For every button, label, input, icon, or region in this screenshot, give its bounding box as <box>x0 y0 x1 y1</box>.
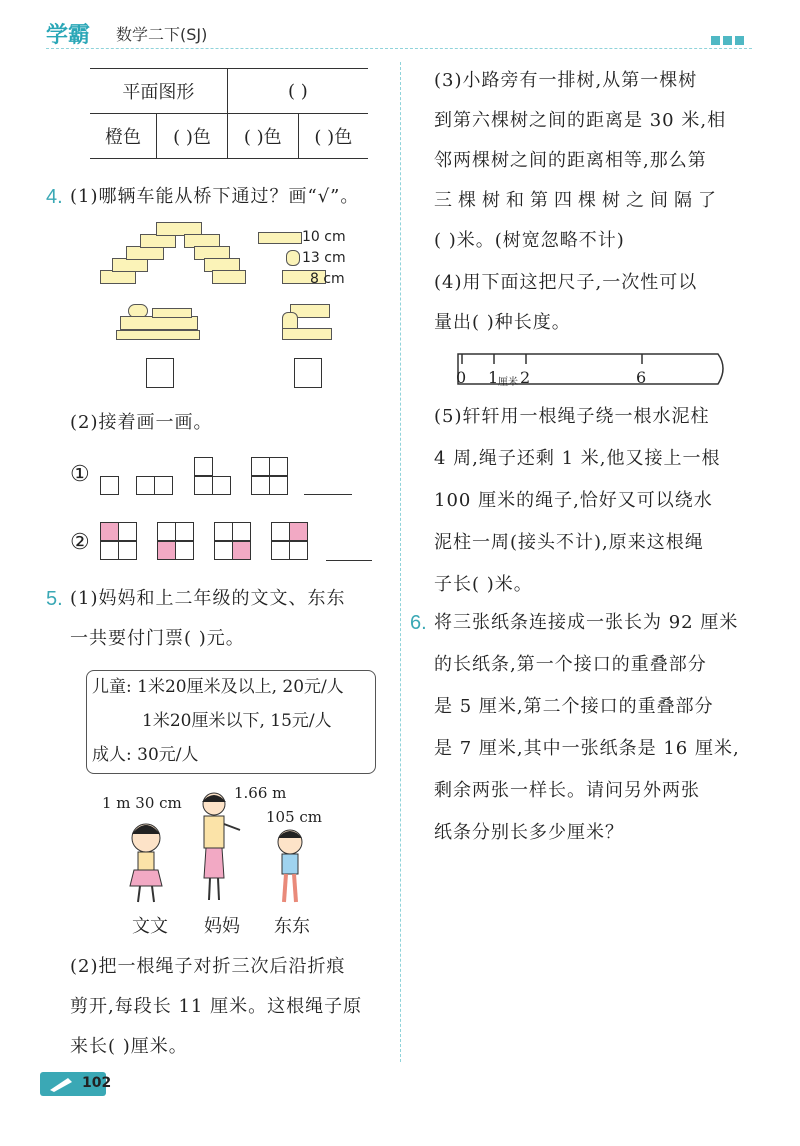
header-rule <box>46 48 752 49</box>
height-mama: 1.66 m <box>234 784 287 802</box>
header-decoration <box>708 30 744 49</box>
girl-figure <box>130 824 162 902</box>
q5r-line3: 100 厘米的绳子,恰好又可以绕水 <box>434 490 713 511</box>
question-number-5: 5. <box>46 588 63 610</box>
pattern-answer-2[interactable] <box>326 560 372 561</box>
answer-box-car-a[interactable] <box>146 358 174 388</box>
q5-part2-line1: (2)把一根绳子对折三次后沿折痕 <box>70 956 346 977</box>
answer-box-car-b[interactable] <box>294 358 322 388</box>
table-cell: 橙色 <box>90 114 157 159</box>
question-number-6: 6. <box>410 612 427 634</box>
q5r-line1: (5)轩轩用一根绳子绕一根水泥柱 <box>434 406 710 427</box>
pencil-icon <box>48 1076 74 1092</box>
ruler-label-0: 0 <box>456 368 467 387</box>
q6-line3: 是 5 厘米,第二个接口的重叠部分 <box>434 696 714 717</box>
name-wenwen: 文文 <box>132 916 168 937</box>
book-title: 数学二下(SJ) <box>116 25 208 44</box>
ruler-label-2: 2 <box>520 368 531 387</box>
height-label-2: 13 cm <box>302 250 346 266</box>
mother-figure <box>202 793 240 900</box>
price-child-high: 儿童: 1米20厘米及以上, 20元/人 <box>92 677 344 697</box>
price-child-low: 1米20厘米以下, 15元/人 <box>142 711 332 731</box>
table-cell: 平面图形 <box>90 69 227 114</box>
ruler-label-6: 6 <box>636 368 647 387</box>
page-number: 102 <box>82 1075 112 1091</box>
q5-part1-line2: 一共要付门票( )元。 <box>70 628 245 649</box>
logo: 学霸 <box>46 23 91 48</box>
pattern-answer-1[interactable] <box>304 494 352 495</box>
ruler-unit: 厘米 <box>498 377 518 388</box>
height-label-1: 10 cm <box>302 229 346 245</box>
ruler-label-1: 1 <box>488 368 499 387</box>
q4-part2-text: (2)接着画一画。 <box>70 412 213 433</box>
name-dongdong: 东东 <box>274 916 310 937</box>
q6-line1: 将三张纸条连接成一张长为 92 厘米 <box>434 612 739 633</box>
table-cell: ( )色 <box>157 114 228 159</box>
q4r-line2: 量出( )种长度。 <box>434 312 571 333</box>
q4r-line1: (4)用下面这把尺子,一次性可以 <box>434 272 698 293</box>
height-label-3: 8 cm <box>310 271 345 287</box>
height-dongdong: 105 cm <box>266 808 323 826</box>
q5-part1-line1: (1)妈妈和上二年级的文文、东东 <box>70 588 346 609</box>
table-cell: ( )色 <box>298 114 368 159</box>
q5r-line2: 4 周,绳子还剩 1 米,他又接上一根 <box>434 448 721 469</box>
q6-line6: 纸条分别长多少厘米？ <box>434 822 624 843</box>
question-number-4: 4. <box>46 186 63 208</box>
price-adult: 成人: 30元/人 <box>92 745 199 765</box>
q6-line4: 是 7 厘米,其中一张纸条是 16 厘米, <box>434 738 740 759</box>
q3-line4: 三棵树和第四棵树之间隔了 <box>434 190 722 211</box>
color-shape-table <box>90 68 368 159</box>
q5-part2-line3: 来长( )厘米。 <box>70 1036 188 1057</box>
height-wenwen: 1 m 30 cm <box>102 794 182 812</box>
name-mama: 妈妈 <box>204 916 240 937</box>
q6-line5: 剩余两张一样长。请问另外两张 <box>434 780 700 801</box>
row1-label: ① <box>70 462 90 487</box>
people-illustration <box>110 790 350 910</box>
q4-part1-text: (1)哪辆车能从桥下通过？画“√”。 <box>70 186 360 207</box>
column-divider <box>400 62 401 1062</box>
row2-label: ② <box>70 530 90 555</box>
q5r-line5: 子长( )米。 <box>434 574 533 595</box>
q3-line3: 邻两棵树之间的距离相等,那么第 <box>434 150 707 171</box>
q6-line2: 的长纸条,第一个接口的重叠部分 <box>434 654 707 675</box>
q3-line1: (3)小路旁有一排树,从第一棵树 <box>434 70 698 91</box>
q5r-line4: 泥柱一周(接头不计),原来这根绳 <box>434 532 704 553</box>
q3-line2: 到第六棵树之间的距离是 30 米,相 <box>434 110 727 131</box>
table-cell: ( )色 <box>227 114 298 159</box>
q5-part2-line2: 剪开,每段长 11 厘米。这根绳子原 <box>70 996 363 1017</box>
boy-figure <box>278 830 302 902</box>
q3-line5: ( )米。(树宽忽略不计) <box>434 230 625 251</box>
table-cell: ( ) <box>227 69 368 114</box>
